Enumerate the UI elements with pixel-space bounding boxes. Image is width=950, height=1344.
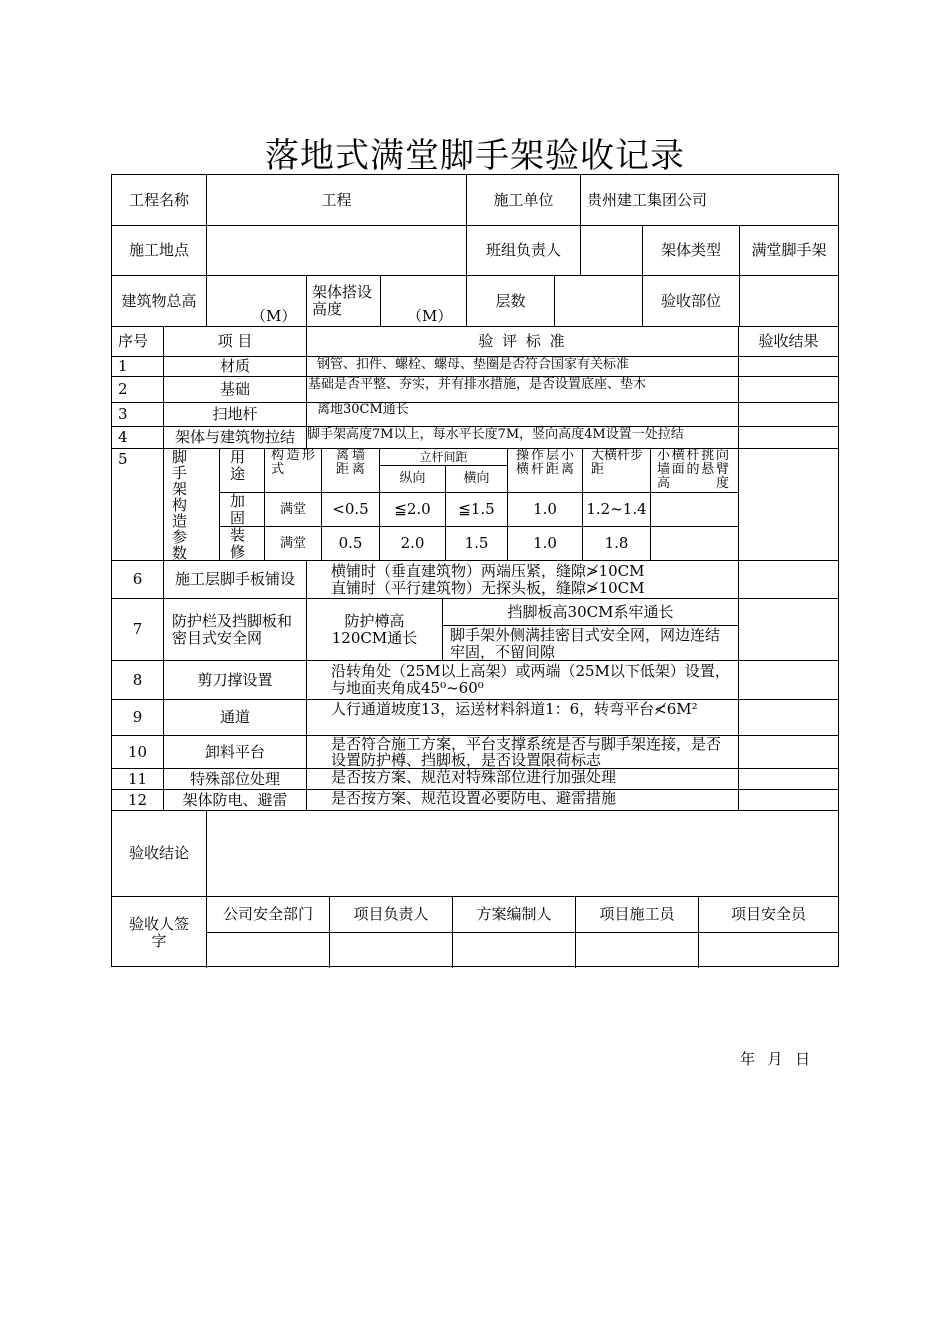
- sig-role-construction: 项目施工员: [576, 897, 699, 933]
- long-decoration: 2.0: [380, 527, 446, 561]
- conclusion-field[interactable]: [207, 811, 838, 897]
- row-4-item: 架体与建筑物拉结: [164, 427, 307, 449]
- page-title: 落地式满堂脚手架验收记录: [265, 136, 685, 176]
- row-6-item: 施工层脚手板铺设: [164, 561, 307, 599]
- row-9-item: 通道: [164, 700, 307, 736]
- row-4-no: 4: [112, 427, 164, 449]
- sig-role-safety-dept: 公司安全部门: [207, 897, 330, 933]
- row-10-item: 卸料平台: [164, 736, 307, 769]
- unit-m: （M）: [251, 307, 297, 325]
- contractor-value[interactable]: 贵州建工集团公司: [581, 175, 838, 226]
- sig-role-safety-officer: 项目安全员: [699, 897, 838, 933]
- row-11-item: 特殊部位处理: [164, 769, 307, 790]
- row-3-item: 扫地杆: [164, 403, 307, 427]
- row-4-standard: 脚手架高度7M以上，每水平长度7M，竖向高度4M设置一处拉结: [307, 427, 739, 449]
- work-reinforce: 1.0: [508, 493, 583, 527]
- safety-net-spec: 脚手架外侧满挂密目式安全网，网边连结牢固，不留间隙: [443, 626, 739, 661]
- sig-field-safety-officer[interactable]: [699, 933, 838, 968]
- cant-decoration[interactable]: [651, 527, 739, 561]
- frame-type-value[interactable]: 满堂脚手架: [740, 226, 838, 276]
- row-8-no: 8: [112, 661, 164, 700]
- row-12-no: 12: [112, 790, 164, 811]
- building-height-label: 建筑物总高: [112, 276, 207, 327]
- row-2-result[interactable]: [739, 377, 838, 403]
- row-5-result[interactable]: [739, 449, 838, 561]
- form-reinforce: 满堂: [265, 493, 322, 527]
- header-result: 验收结果: [739, 327, 838, 357]
- row-2-standard: 基础是否平整、夯实，并有排水措施，是否设置底座、垫木: [307, 377, 739, 403]
- row-1-standard: 钢管、扣件、螺栓、螺母、垫圈是否符合国家有关标准: [307, 357, 739, 377]
- row-8-result[interactable]: [739, 661, 838, 700]
- project-name-value[interactable]: 工程: [207, 175, 467, 226]
- col-wall-header: 离墙距离: [322, 449, 380, 493]
- row-4-result[interactable]: [739, 427, 838, 449]
- row-11-standard: 是否按方案、规范对特殊部位进行加强处理: [307, 769, 739, 790]
- acceptance-part-value[interactable]: [740, 276, 838, 327]
- contractor-label: 施工单位: [467, 175, 581, 226]
- col-spacing-header: 立杆间距: [380, 449, 508, 466]
- row-9-no: 9: [112, 700, 164, 736]
- row-5-no: 5: [112, 449, 164, 561]
- row-9-standard: 人行通道坡度13，运送材料斜道1：6，转弯平台≮6M²: [307, 700, 739, 736]
- floors-value[interactable]: [555, 276, 643, 327]
- row-10-no: 10: [112, 736, 164, 769]
- header-standard: 验 评 标 准: [307, 327, 739, 357]
- row-1-item: 材质: [164, 357, 307, 377]
- row-7-item: 防护栏及挡脚板和密目式安全网: [164, 599, 307, 661]
- scaffold-height-label: 架体搭设高度: [307, 276, 381, 327]
- sig-field-construction[interactable]: [576, 933, 699, 968]
- col-form-header: 构造形式: [265, 449, 322, 493]
- sig-field-safety-dept[interactable]: [207, 933, 330, 968]
- header-no: 序号: [112, 327, 164, 357]
- row-1-no: 1: [112, 357, 164, 377]
- site-value[interactable]: [207, 226, 467, 276]
- row-8-item: 剪刀撑设置: [164, 661, 307, 700]
- col-long-header: 纵向: [380, 466, 446, 493]
- wall-decoration: 0.5: [322, 527, 380, 561]
- step-reinforce: 1.2~1.4: [583, 493, 651, 527]
- step-decoration: 1.8: [583, 527, 651, 561]
- site-label: 施工地点: [112, 226, 207, 276]
- col-cant-header: 小横杆挑向墙面的悬臂高度: [651, 449, 739, 493]
- frame-type-label: 架体类型: [643, 226, 740, 276]
- row-3-standard: 离地30CM通长: [307, 403, 739, 427]
- project-name-label: 工程名称: [112, 175, 207, 226]
- sig-field-plan-author[interactable]: [453, 933, 576, 968]
- unit-m: （M）: [407, 307, 453, 325]
- header-item: 项 目: [164, 327, 307, 357]
- row-3-result[interactable]: [739, 403, 838, 427]
- structure-label: 脚手架构造参数: [164, 449, 220, 561]
- signature-label: 验收人签字: [112, 897, 207, 968]
- long-reinforce: ≦2.0: [380, 493, 446, 527]
- work-decoration: 1.0: [508, 527, 583, 561]
- row-10-standard: 是否符合施工方案，平台支撑系统是否与脚手架连接，是否设置防护樽、挡脚板，是否设置限荷标志: [307, 736, 739, 769]
- trans-decoration: 1.5: [446, 527, 508, 561]
- wall-reinforce: <0.5: [322, 493, 380, 527]
- col-work-header: 操作层小横杆距离: [508, 449, 583, 493]
- team-leader-value[interactable]: [581, 226, 643, 276]
- row-2-item: 基础: [164, 377, 307, 403]
- row-1-result[interactable]: [739, 357, 838, 377]
- form-decoration: 满堂: [265, 527, 322, 561]
- cant-reinforce[interactable]: [651, 493, 739, 527]
- row-7-no: 7: [112, 599, 164, 661]
- row-8-standard: 沿转角处（25M以上高架）或两端（25M以下低架）设置，与地面夹角成45⁰~60⁰: [307, 661, 739, 700]
- col-trans-header: 横向: [446, 466, 508, 493]
- row-2-no: 2: [112, 377, 164, 403]
- trans-reinforce: ≦1.5: [446, 493, 508, 527]
- floors-label: 层数: [467, 276, 555, 327]
- acceptance-part-label: 验收部位: [643, 276, 740, 327]
- sig-role-plan-author: 方案编制人: [453, 897, 576, 933]
- row-6-standard: 横铺时（垂直建筑物）两端压紧，缝隙≯10CM 直铺时（平行建筑物）无探头板，缝隙≯10CM: [307, 561, 739, 599]
- team-leader-label: 班组负责人: [467, 226, 581, 276]
- col-step-header: 大横杆步距: [583, 449, 651, 493]
- guardrail-spec: 防护樽高120CM通长: [307, 599, 443, 661]
- building-height-value[interactable]: [207, 276, 307, 327]
- row-7-result[interactable]: [739, 599, 838, 661]
- toe-board-spec: 挡脚板高30CM系牢通长: [443, 599, 739, 626]
- col-use-header: 用途: [220, 449, 265, 493]
- row-10-result[interactable]: [739, 736, 838, 769]
- scaffold-height-value[interactable]: [381, 276, 467, 327]
- row-12-standard: 是否按方案、规范设置必要防电、避雷措施: [307, 790, 739, 811]
- sig-role-project-lead: 项目负责人: [330, 897, 453, 933]
- row-6-result[interactable]: [739, 561, 838, 599]
- row-11-no: 11: [112, 769, 164, 790]
- row-11-result[interactable]: [739, 769, 838, 790]
- acceptance-form-table: [111, 174, 839, 967]
- row-12-result[interactable]: [739, 790, 838, 811]
- row-12-item: 架体防电、避雷: [164, 790, 307, 811]
- use-reinforce: 加固: [220, 493, 265, 527]
- conclusion-label: 验收结论: [112, 811, 207, 897]
- sig-field-project-lead[interactable]: [330, 933, 453, 968]
- date-line: 年 月 日: [740, 1050, 812, 1068]
- use-decoration: 装修: [220, 527, 265, 561]
- row-9-result[interactable]: [739, 700, 838, 736]
- row-3-no: 3: [112, 403, 164, 427]
- row-6-no: 6: [112, 561, 164, 599]
